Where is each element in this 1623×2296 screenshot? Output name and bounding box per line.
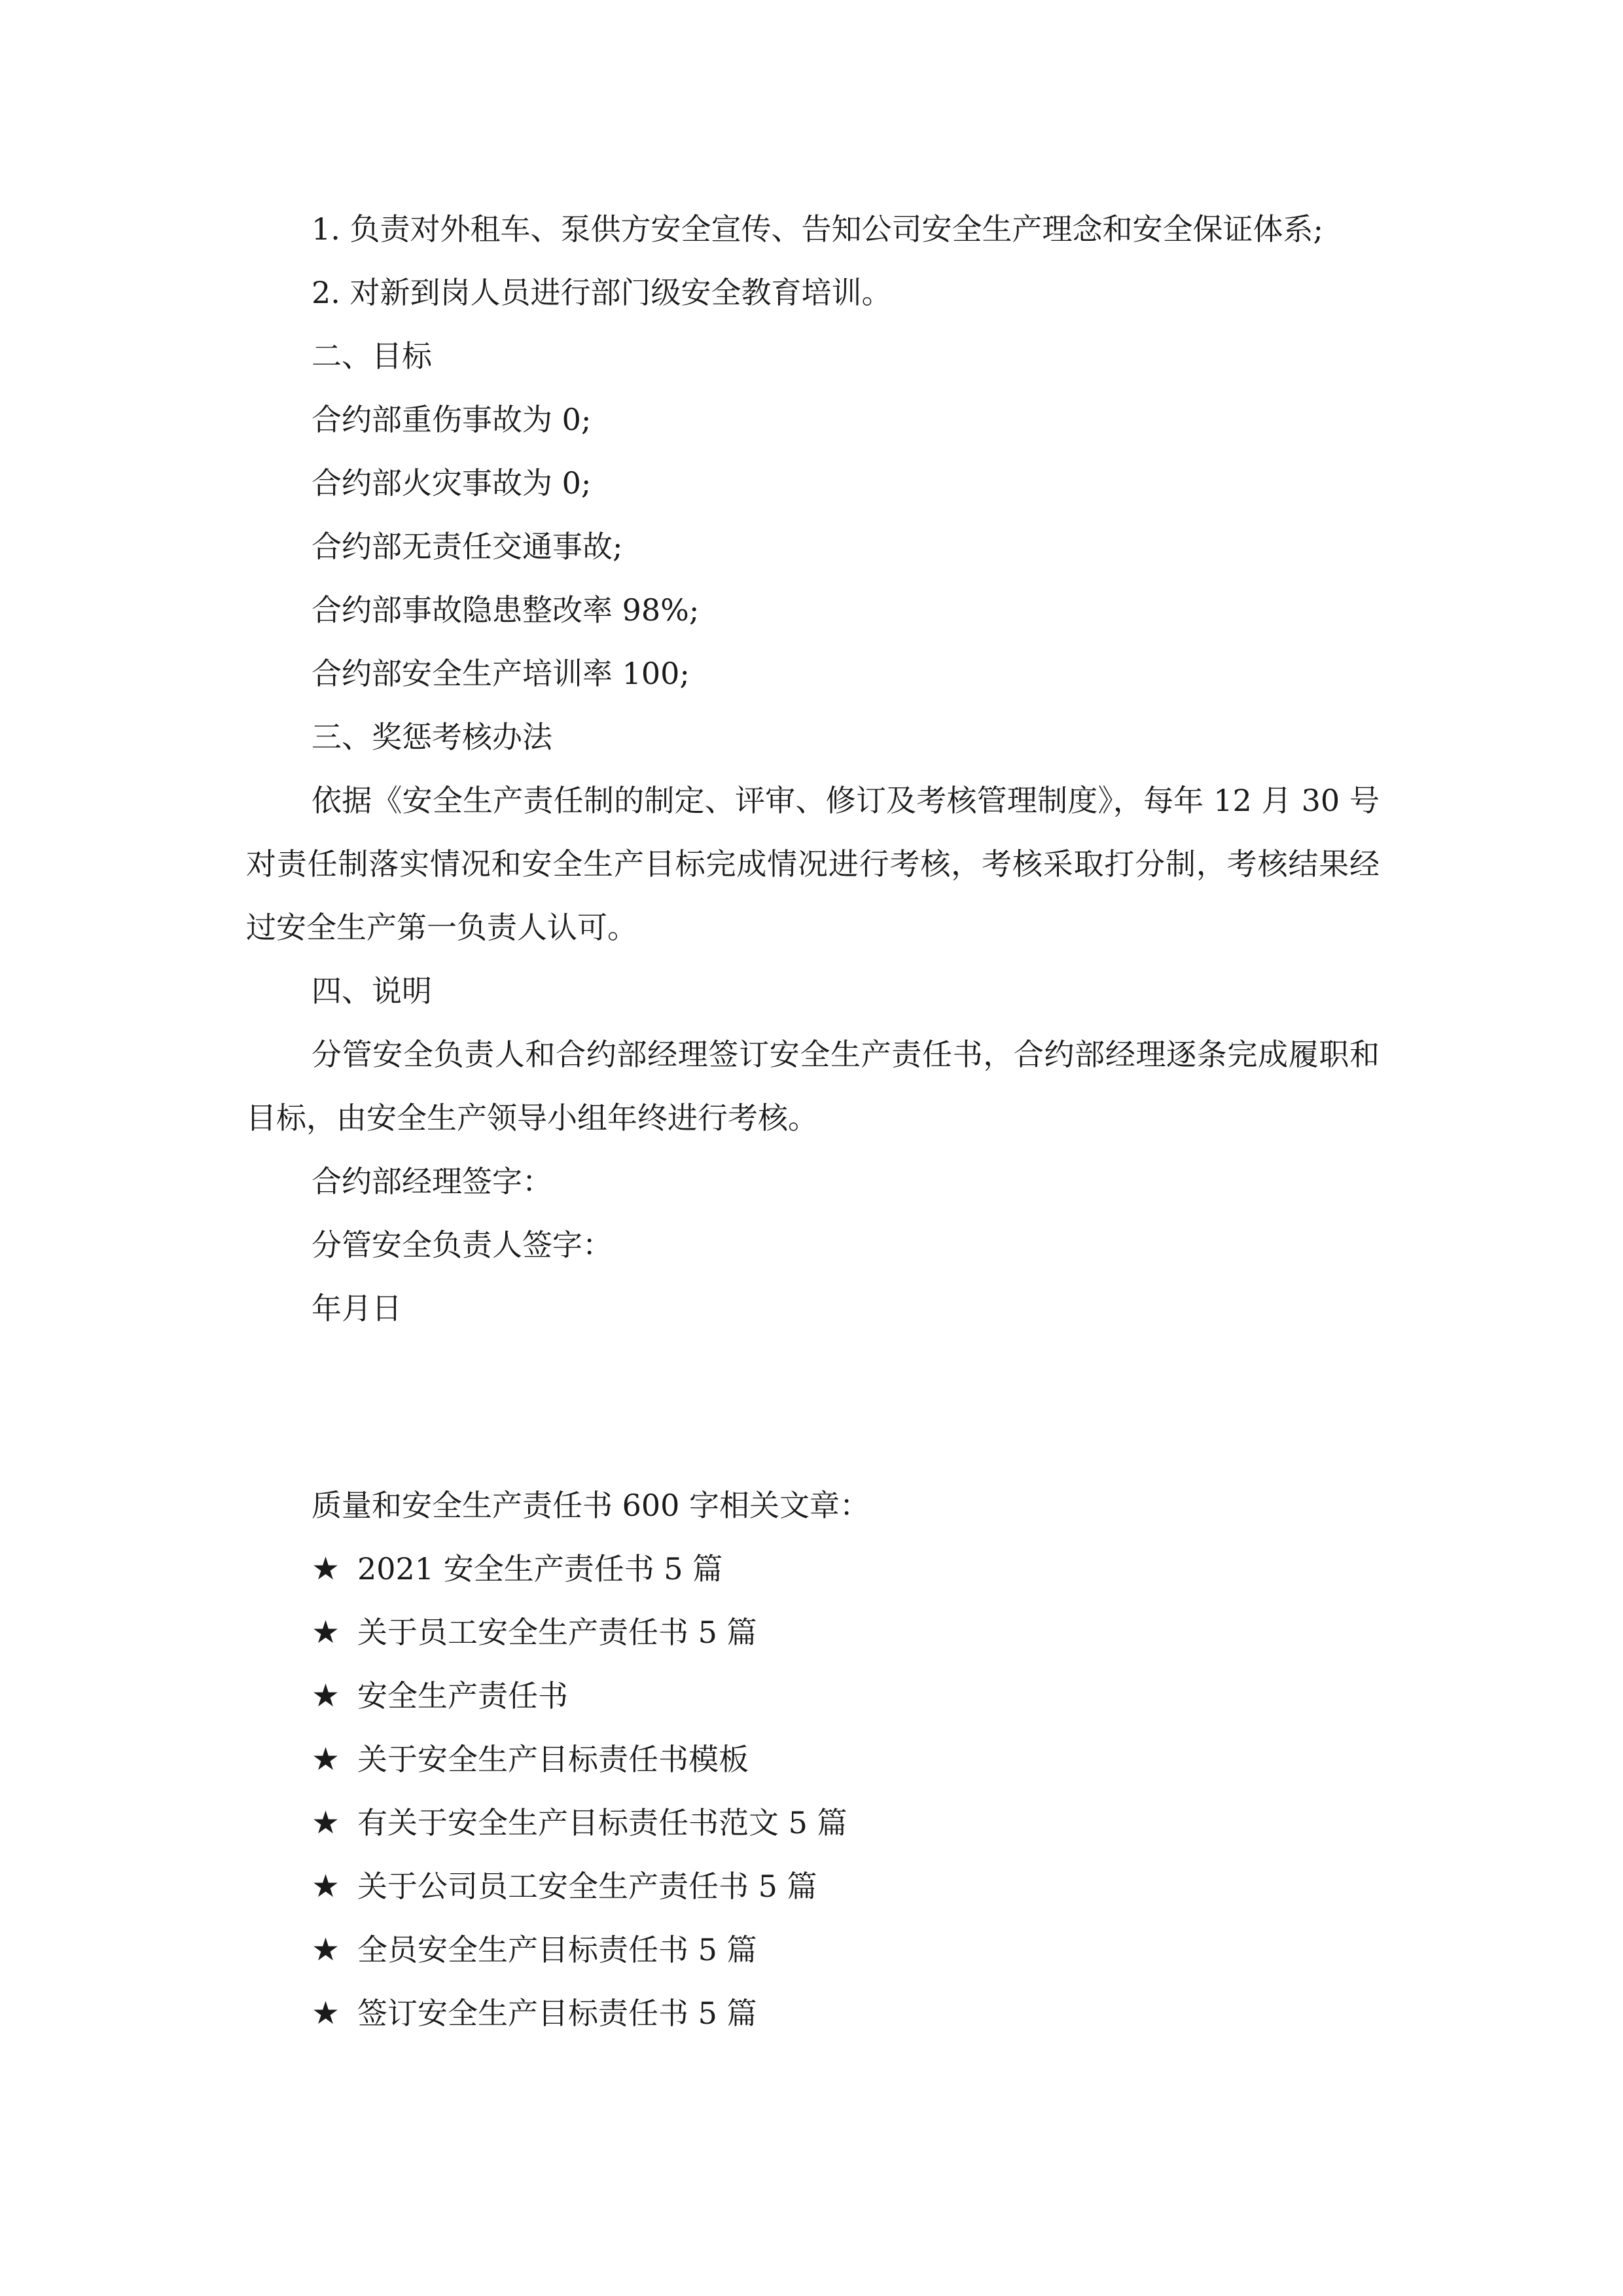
related-item[interactable] xyxy=(246,1601,1380,1664)
star-icon: ★ xyxy=(312,1677,340,1714)
star-icon: ★ xyxy=(312,1614,340,1651)
related-item[interactable] xyxy=(246,1855,1380,1918)
star-icon: ★ xyxy=(312,1995,340,2032)
star-icon: ★ xyxy=(312,1931,340,1968)
date-label: 年月日 xyxy=(312,1291,402,1326)
related-item-label: 签订安全生产目标责任书 5 篇 xyxy=(357,1996,757,2031)
duty-1: 1. 负责对外租车、泵供方安全宣传、告知公司安全生产理念和安全保证体系; xyxy=(312,211,1324,247)
notes-heading: 四、说明 xyxy=(312,973,432,1009)
related-item[interactable] xyxy=(246,1728,1380,1791)
star-icon: ★ xyxy=(312,1741,340,1778)
duty-2: 2. 对新到岗人员进行部门级安全教育培训。 xyxy=(312,275,892,310)
related-item[interactable] xyxy=(246,1982,1380,2045)
related-item[interactable] xyxy=(246,1791,1380,1855)
goal-item: 合约部重伤事故为 0; xyxy=(312,402,592,437)
star-icon: ★ xyxy=(312,1804,340,1841)
related-heading: 质量和安全生产责任书 600 字相关文章： xyxy=(312,1488,870,1523)
star-icon: ★ xyxy=(312,1551,340,1587)
assessment-heading: 三、奖惩考核办法 xyxy=(312,719,552,755)
related-item-label: 安全生产责任书 xyxy=(357,1678,568,1713)
related-item-label: 关于员工安全生产责任书 5 篇 xyxy=(357,1615,757,1650)
related-item-label: 2021 安全生产责任书 5 篇 xyxy=(357,1551,723,1587)
star-icon: ★ xyxy=(312,1868,340,1905)
related-item-label: 有关于安全生产目标责任书范文 5 篇 xyxy=(357,1805,847,1840)
main-text xyxy=(246,198,1380,1340)
related-item[interactable] xyxy=(246,1537,1380,1601)
goal-item: 合约部无责任交通事故; xyxy=(312,529,623,564)
manager-signature-label: 合约部经理签字： xyxy=(312,1164,552,1199)
safety-lead-signature-label: 分管安全负责人签字： xyxy=(312,1227,613,1263)
related-item-label: 全员安全生产目标责任书 5 篇 xyxy=(357,1932,757,1967)
goal-item: 合约部火灾事故为 0; xyxy=(312,465,592,501)
goal-item: 合约部安全生产培训率 100; xyxy=(312,656,690,691)
related-item-label: 关于公司员工安全生产责任书 5 篇 xyxy=(357,1869,817,1904)
related-item[interactable] xyxy=(246,1664,1380,1728)
related-item-label: 关于安全生产目标责任书模板 xyxy=(357,1742,749,1777)
goal-item: 合约部事故隐患整改率 98%; xyxy=(312,592,700,628)
related-item[interactable] xyxy=(246,1918,1380,1982)
assessment-paragraph: 依据《安全生产责任制的制定、评审、修订及考核管理制度》，每年 12 月 30 号对责任制落实情况和安全生产目标完成情况进行考核，考核采取打分制，考核结果经过安全生产第一负责人认可。 xyxy=(246,783,1380,945)
related-articles xyxy=(246,1474,1380,2045)
goals-heading: 二、目标 xyxy=(312,338,432,374)
notes-paragraph: 分管安全负责人和合约部经理签订安全生产责任书，合约部经理逐条完成履职和目标，由安全生产领导小组年终进行考核。 xyxy=(246,1037,1380,1136)
